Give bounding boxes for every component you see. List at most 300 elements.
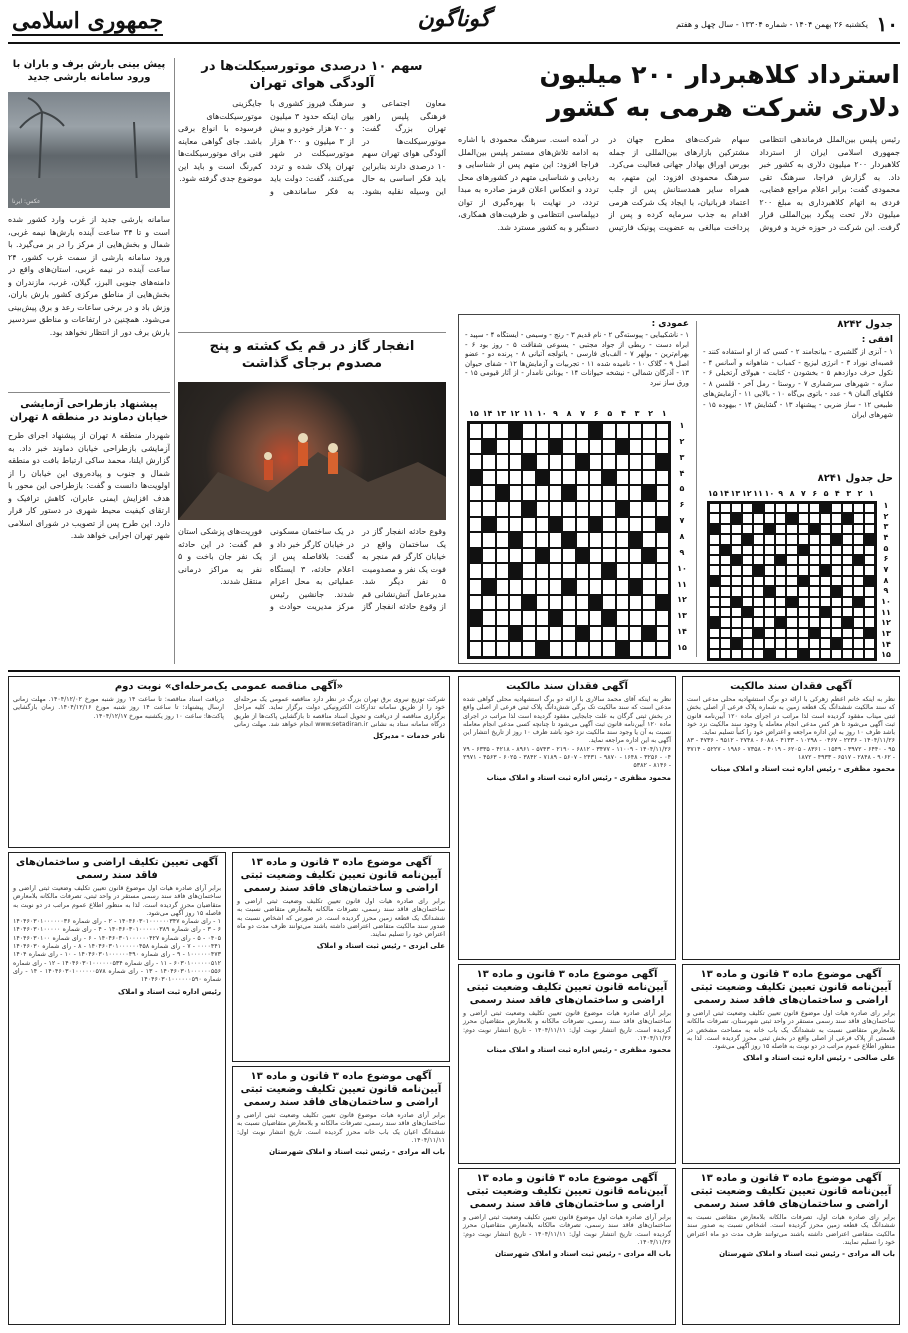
- grid-cell: [549, 501, 562, 517]
- grid-cell: [589, 423, 602, 439]
- grid-cell: [731, 638, 742, 648]
- grid-cell: [831, 534, 842, 544]
- grid-cell: [469, 485, 482, 501]
- grid-cell: [496, 579, 509, 595]
- grid-cell: [753, 586, 764, 596]
- page-number: ۱۰: [876, 12, 898, 36]
- grid-cell: [742, 628, 753, 638]
- grid-cell: [753, 649, 764, 659]
- grid-cell: [642, 423, 655, 439]
- grid-cell: [864, 576, 875, 586]
- ad-registry-2: [458, 964, 676, 1164]
- grid-cell: [536, 595, 549, 611]
- grid-cell: [536, 423, 549, 439]
- grid-cell: [798, 534, 809, 544]
- weather-story: [8, 58, 170, 388]
- grid-cell: [809, 576, 820, 586]
- grid-cell: [509, 610, 522, 626]
- grid-cell: [820, 597, 831, 607]
- column-number: ۱۲: [509, 409, 520, 418]
- row-number: ۲: [883, 511, 889, 521]
- grid-cell: [536, 532, 549, 548]
- grid-cell: [709, 628, 720, 638]
- grid-cell: [469, 517, 482, 533]
- column-number: ۷: [800, 489, 806, 498]
- grid-cell: [775, 545, 786, 555]
- column-number: ۱۱: [523, 409, 534, 418]
- grid-cell: [509, 579, 522, 595]
- grid-cell: [576, 485, 589, 501]
- grid-cell: [509, 548, 522, 564]
- grid-cell: [589, 454, 602, 470]
- grid-cell: [496, 454, 509, 470]
- grid-cell: [798, 617, 809, 627]
- grid-cell: [509, 454, 522, 470]
- grid-cell: [831, 586, 842, 596]
- grid-cell: [616, 485, 629, 501]
- grid-cell: [853, 649, 864, 659]
- grid-cell: [549, 641, 562, 657]
- grid-cell: [589, 532, 602, 548]
- grid-cell: [831, 576, 842, 586]
- grid-cell: [616, 470, 629, 486]
- grid-cell: [656, 626, 669, 642]
- grid-cell: [720, 617, 731, 627]
- grid-cell: [629, 423, 642, 439]
- grid-cell: [742, 555, 753, 565]
- grid-cell: [731, 649, 742, 659]
- grid-cell: [720, 524, 731, 534]
- grid-cell: [642, 470, 655, 486]
- grid-cell: [753, 503, 764, 513]
- grid-cell: [720, 638, 731, 648]
- grid-cell: [798, 607, 809, 617]
- grid-cell: [831, 503, 842, 513]
- grid-cell: [522, 423, 535, 439]
- ad-registry-6: [682, 1168, 900, 1325]
- grid-cell: [629, 517, 642, 533]
- grid-cell: [753, 607, 764, 617]
- date-line: یکشنبه ۲۶ بهمن ۱۴۰۴ - شماره ۱۳۳۰۴ - سال چهل و هفتم: [676, 20, 868, 29]
- grid-cell: [616, 423, 629, 439]
- grid-cell: [509, 501, 522, 517]
- motorcycle-headline: سهم ۱۰ درصدی موتورسیکلت‌ها در آلودگی هوای تهران: [201, 59, 423, 91]
- vertical-clues: ۱ - ناشکیبایی - پیوسته‌گی ۲ - نام قدیم ۳ - رنج - وسیمی - ایستگاه ۴ - سپید - ابراه دست - ربطی از جواد مجتبی - یسوعی شقاقت ۵ - روز بود ۶ - بهرام‌ترین - بولهر ۷ - الف‌بای فارسی - یاتولجه آتیانی ۸ - پرنده دو - عضو اصل ۹ - گلاک ۱۰ - نامیده شده ۱۱ - تجربیات و آزمایش‌ها ۱۲ - شفای حیوان ۱۳ - آذرگان شمالی - نیشخه حیوانات ۱۴ - یونانی نامدار - از آثار قیومی ۱۵ - ورق ساز نبرد: [465, 331, 689, 387]
- grid-cell: [496, 610, 509, 626]
- column-divider: [174, 58, 175, 664]
- grid-cell: [642, 517, 655, 533]
- grid-cell: [509, 532, 522, 548]
- grid-cell: [753, 534, 764, 544]
- grid-cell: [853, 524, 864, 534]
- column-number: ۱۵: [707, 489, 718, 498]
- grid-cell: [589, 563, 602, 579]
- grid-cell: [469, 501, 482, 517]
- grid-cell: [656, 485, 669, 501]
- grid-cell: [522, 626, 535, 642]
- grid-cell: [469, 595, 482, 611]
- grid-cell: [864, 617, 875, 627]
- grid-cell: [842, 555, 853, 565]
- grid-cell: [786, 586, 797, 596]
- column-number: ۱۴: [482, 409, 493, 418]
- grid-cell: [786, 628, 797, 638]
- grid-cell: [589, 610, 602, 626]
- grid-cell: [496, 595, 509, 611]
- grid-cell: [576, 563, 589, 579]
- ad-signature: علی ایزدی - رئیس ثبت اسناد و املاک: [316, 942, 445, 951]
- grid-cell: [576, 548, 589, 564]
- grid-cell: [602, 548, 615, 564]
- grid-cell: [656, 517, 669, 533]
- grid-cell: [820, 545, 831, 555]
- grid-cell: [642, 532, 655, 548]
- grid-cell: [786, 607, 797, 617]
- column-number: ۲: [857, 489, 863, 498]
- grid-cell: [731, 545, 742, 555]
- grid-cell: [629, 579, 642, 595]
- grid-cell: [731, 628, 742, 638]
- grid-cell: [742, 617, 753, 627]
- row-number: ۱: [679, 421, 685, 430]
- row-number: ۵: [679, 484, 685, 494]
- grid-cell: [753, 628, 764, 638]
- ad-body: نظر به اینکه آقای محمد سالاری با ارائه دو برگ استشهادیه محلی گواهی شده مدعی است که سند مالکیت تک برگی شش‌دانگ پلاک ثبتی فرعی از اصلی واقع در بخش ثبتی گرگان به علت جابجایی مفقود گردیده است لذا مراتب در اجرای ماده ۱۲۰ آیین‌نامه قانون ثبت آگهی می‌شود تا چنانچه کسی مدعی انجام معامله نسبت به آن یا وجود سند مالکیت نزد خود باشد ظرف ۱۰ روز از تاریخ انتشار این آگهی به این اداره مراجعه نماید.: [463, 696, 671, 745]
- grid-cell: [616, 517, 629, 533]
- ad-registry-1: [682, 964, 900, 1164]
- section-title: گوناگون: [417, 6, 491, 32]
- grid-cell: [482, 501, 495, 517]
- grid-cell: [831, 524, 842, 534]
- grid-cell: [576, 579, 589, 595]
- grid-cell: [786, 524, 797, 534]
- grid-cell: [562, 579, 575, 595]
- grid-cell: [482, 454, 495, 470]
- row-number: ۹: [679, 547, 685, 557]
- grid-cell: [786, 545, 797, 555]
- grid-cell: [616, 501, 629, 517]
- grid-cell: [616, 548, 629, 564]
- column-number: ۱: [661, 409, 667, 418]
- damavand-body: شهردار منطقه ۸ تهران از پیشنهاد اجرای طرح آزمایشی بازطراحی خیابان دماوند خبر داد. به گزارش ایلنا، محمد ساکی ارتباط بافت دو منطقه شمال و جنوب و پیاده‌روی این خیابان را از اولویت‌ها دانست و گفت: بازطراحی این محور با هدف افزایش ایمنی عابران، کاهش ترافیک و ارتقای کیفیت محیط شهری در دستور کار قرار دارد. این طرح پس از تصویب در شورای اسلامی شهر تهران اجرایی خواهد شد.: [8, 431, 170, 540]
- crossword: [458, 314, 900, 664]
- grid-cell: [482, 548, 495, 564]
- grid-cell: [764, 628, 775, 638]
- grid-cell: [786, 534, 797, 544]
- column-number: ۵: [823, 489, 829, 498]
- grid-cell: [709, 503, 720, 513]
- ad-signature: محمود مظفری - رئیس اداره ثبت اسناد و املاک میناب: [710, 765, 895, 774]
- grid-cell: [798, 503, 809, 513]
- grid-cell: [820, 576, 831, 586]
- grid-cell: [562, 454, 575, 470]
- grid-cell: [820, 513, 831, 523]
- grid-cell: [709, 617, 720, 627]
- grid-cell: [522, 517, 535, 533]
- grid-cell: [469, 470, 482, 486]
- ad-title: آگهی فقدان سند مالکیت: [506, 681, 628, 692]
- grid-cell: [522, 548, 535, 564]
- grid-cell: [536, 641, 549, 657]
- grid-cell: [656, 641, 669, 657]
- grid-cell: [656, 532, 669, 548]
- grid-cell: [775, 617, 786, 627]
- grid-cell: [562, 439, 575, 455]
- grid-cell: [842, 565, 853, 575]
- grid-cell: [469, 563, 482, 579]
- column-number: ۸: [566, 409, 572, 418]
- ad-registry-7: [458, 1168, 676, 1325]
- grid-cell: [656, 579, 669, 595]
- grid-cell: [786, 513, 797, 523]
- grid-cell: [831, 513, 842, 523]
- ad-signature: باب اله مرادی - رئیس ثبت اسناد و املاک شهرستان: [269, 1148, 445, 1157]
- ad-registry-4: [8, 852, 226, 1325]
- grid-cell: [753, 617, 764, 627]
- grid-cell: [642, 579, 655, 595]
- grid-cell: [509, 563, 522, 579]
- solution-grid: [707, 501, 877, 661]
- grid-cell: [764, 617, 775, 627]
- grid-cell: [864, 628, 875, 638]
- grid-cell: [798, 638, 809, 648]
- rain-photo: [8, 92, 170, 208]
- row-number: ۱۳: [881, 628, 891, 638]
- grid-cell: [482, 532, 495, 548]
- weather-headline: پیش بینی بارش برف و باران با ورود سامانه بارشی جدید: [12, 59, 166, 83]
- grid-cell: [496, 501, 509, 517]
- grid-cell: [775, 534, 786, 544]
- row-number: ۷: [883, 564, 889, 574]
- ad-registry-3: [232, 852, 450, 1062]
- grid-cell: [642, 548, 655, 564]
- grid-cell: [742, 565, 753, 575]
- grid-cell: [602, 517, 615, 533]
- row-number: ۳: [679, 452, 685, 462]
- grid-cell: [496, 485, 509, 501]
- grid-cell: [576, 423, 589, 439]
- grid-cell: [496, 532, 509, 548]
- grid-cell: [731, 586, 742, 596]
- grid-cell: [720, 576, 731, 586]
- grid-cell: [842, 649, 853, 659]
- grid-cell: [775, 503, 786, 513]
- grid-cell: [509, 423, 522, 439]
- ad-filler: ۱۴۰۴/۱۱/۲۶ - ۱۱۰۰۹ - ۳۴۷۷ - ۶۸۱۲ - ۲۱۹۰ - ۵۷۴۳ - ۸۹۶۱ - ۴۲۱۸ - ۶۳۳۵ - ۷۹۰۴ - ۳۲۵۶ - ۱۶۴۸ - ۹۸۷۰ - ۲۴۳۱ - ۵۶۰۷ - ۷۱۸۹ - ۳۸۴۲ - ۶۰۲۵ - ۴۵۶۳ - ۲۹۷۱ - ۸۱۴۶ - ۵۳۸۲: [463, 745, 672, 770]
- grid-cell: [482, 626, 495, 642]
- grid-cell: [731, 565, 742, 575]
- grid-cell: [629, 501, 642, 517]
- grid-cell: [522, 454, 535, 470]
- grid-cell: [482, 485, 495, 501]
- grid-cell: [602, 626, 615, 642]
- grid-cell: [731, 513, 742, 523]
- grid-cell: [831, 555, 842, 565]
- grid-cell: [629, 610, 642, 626]
- grid-cell: [629, 532, 642, 548]
- grid-cell: [549, 563, 562, 579]
- grid-cell: [842, 628, 853, 638]
- weather-body: سامانه بارشی جدید از غرب وارد کشور شده است و تا ۳۴ ساعت آینده بارش‌ها نیمه غربی، شمال و بخش‌هایی از مرکز را در بر می‌گیرد. با ورود سامانه بارشی از سمت غرب کشور، ۲۴ ساعت آینده در نیمه غربی، استان‌های واقع در دامنه‌های جنوبی البرز، گیلان، غرب، مازندران و بخش‌هایی از مناطق مرکزی کشور بارش باران، وزش باد و در برخی ساعات رعد و برق پیش‌بینی می‌شود. همچنین در ارتفاعات و مناطق سردسیر بارش برف دور از انتظار نخواهد بود.: [8, 215, 170, 337]
- grid-cell: [536, 454, 549, 470]
- grid-cell: [798, 586, 809, 596]
- grid-cell: [864, 503, 875, 513]
- grid-cell: [629, 595, 642, 611]
- grid-cell: [809, 649, 820, 659]
- grid-cell: [709, 638, 720, 648]
- ad-title: آگهی موضوع ماده ۳ قانون و ماده ۱۳ آیین‌نامه قانون تعیین تکلیف وضعیت ثبتی اراضی و ساختمان‌های فاقد سند رسمی: [240, 857, 442, 894]
- grid-cell: [616, 532, 629, 548]
- photo-credit: عکس: ایرنا: [12, 198, 41, 205]
- ad-registry-5: [232, 1066, 450, 1325]
- grid-cell: [642, 641, 655, 657]
- grid-cell: [589, 548, 602, 564]
- grid-cell: [656, 439, 669, 455]
- grid-cell: [842, 607, 853, 617]
- ad-signature: باب اله مرادی - رئیس ثبت اسناد و املاک شهرستان: [495, 1250, 671, 1259]
- grid-cell: [864, 638, 875, 648]
- row-number: ۱: [883, 501, 889, 510]
- ad-title: آگهی فقدان سند مالکیت: [730, 681, 852, 692]
- row-number: ۷: [679, 516, 685, 526]
- grid-cell: [656, 423, 669, 439]
- row-number: ۱۲: [881, 618, 891, 628]
- grid-cell: [820, 524, 831, 534]
- ad-signature: رئیس اداره ثبت اسناد و املاک: [118, 987, 221, 996]
- ad-lost-deed-2: [682, 676, 900, 960]
- grid-cell: [720, 597, 731, 607]
- divider: [8, 392, 170, 393]
- ad-title: آگهی موضوع ماده ۳ قانون و ماده ۱۳ آیین‌نامه قانون تعیین تکلیف وضعیت ثبتی اراضی و ساختمان‌های فاقد سند رسمی: [690, 1173, 892, 1210]
- solution-column-numbers: [707, 489, 877, 498]
- ad-filler: ۱ - رای شماره ۱۴۰۴۶۰۳۰۱۰۰۰۰۰۰۳۴۷ - ۲ - رای شماره ۱۴۰۴۶۰۳۰۱۰۰۰۰۰۰۳۶۶ - ۳ - رای شماره ۱۴۰۴۶۰۳۰۱۰۰۰۰۰۰۳۸۹ - ۴ - رای شماره ۱۴۰۴۶۰۳۰۱۰۰۰۰۰۰۴۰۵ - ۵ - رای شماره ۱۴۰۴۶۰۳۰۱۰۰۰۰۰۰۴۲۷ - ۶ - رای شماره ۱۴۰۴۶۰۳۰۱۰۰۰۰۰۰۴۴۱ - ۷ - رای شماره ۱۴۰۴۶۰۳۰۱۰۰۰۰۰۰۴۵۸ - ۸ - رای شماره ۱۴۰۴۶۰۳۰۱۰۰۰۰۰۰۴۷۳ - ۹ - رای شماره ۱۴۰۴۶۰۳۰۱۰۰۰۰۰۰۴۹۰ - ۱۰ - رای شماره ۱۴۰۴۶۰۳۰۱۰۰۰۰۰۰۵۱۲ - ۱۱ - رای شماره ۱۴۰۴۶۰۳۰۱۰۰۰۰۰۰۵۳۴ - ۱۲ - رای شماره ۱۴۰۴۶۰۳۰۱۰۰۰۰۰۰۵۵۶ - ۱۳ - رای شماره ۱۴۰۴۶۰۳۰۱۰۰۰۰۰۰۵۷۸ - ۱۴ - رای شماره ۱۴۰۴۶۰۳۰۱۰۰۰۰۰۰۵۹۰: [13, 918, 221, 984]
- column-number: ۱۵: [469, 409, 479, 418]
- ad-signature: نادر خدمات - مدیرکل: [373, 732, 445, 741]
- grid-cell: [764, 576, 775, 586]
- grid-cell: [864, 534, 875, 544]
- masthead: [0, 0, 908, 44]
- grid-cell: [562, 610, 575, 626]
- grid-cell: [720, 534, 731, 544]
- grid-cell: [629, 548, 642, 564]
- grid-cell: [616, 563, 629, 579]
- ad-title: «آگهی مناقصه عمومی یک‌مرحله‌ای» نوبت دوم: [114, 681, 344, 692]
- grid-cell: [853, 555, 864, 565]
- vertical-label: عمودی :: [651, 319, 689, 329]
- grid-cell: [842, 576, 853, 586]
- grid-cell: [709, 565, 720, 575]
- palm-street-illustration: [8, 92, 170, 208]
- grid-cell: [549, 517, 562, 533]
- ads-divider: [8, 670, 900, 672]
- grid-cell: [656, 563, 669, 579]
- grid-cell: [831, 649, 842, 659]
- grid-cell: [496, 626, 509, 642]
- grid-cell: [864, 607, 875, 617]
- grid-cell: [522, 563, 535, 579]
- lead-story: [458, 58, 900, 310]
- grid-cell: [709, 597, 720, 607]
- row-number: ۴: [883, 532, 889, 542]
- rubble-illustration: [178, 382, 446, 520]
- column-number: ۵: [607, 409, 613, 418]
- crossword-title: جدول ۸۲۴۲: [837, 319, 893, 330]
- grid-cell: [509, 517, 522, 533]
- grid-cell: [775, 628, 786, 638]
- grid-cell: [496, 517, 509, 533]
- grid-cell: [709, 607, 720, 617]
- grid-cell: [522, 501, 535, 517]
- row-number: ۱۰: [677, 563, 687, 573]
- grid-cell: [469, 610, 482, 626]
- grid-cell: [536, 517, 549, 533]
- grid-cell: [820, 555, 831, 565]
- grid-cell: [753, 513, 764, 523]
- grid-cell: [536, 501, 549, 517]
- grid-cell: [496, 423, 509, 439]
- grid-cell: [562, 595, 575, 611]
- rescue-photo: [178, 382, 446, 520]
- grid-cell: [576, 626, 589, 642]
- column-number: ۸: [789, 489, 795, 498]
- grid-cell: [522, 641, 535, 657]
- column-number: ۷: [580, 409, 586, 418]
- grid-cell: [616, 454, 629, 470]
- grid-cell: [549, 439, 562, 455]
- row-number: ۱۵: [677, 643, 687, 653]
- grid-cell: [753, 524, 764, 534]
- grid-cell: [731, 534, 742, 544]
- grid-cell: [602, 532, 615, 548]
- newspaper-logo: جمهوری اسلامی: [12, 8, 164, 34]
- grid-cell: [731, 597, 742, 607]
- grid-cell: [562, 532, 575, 548]
- ad-signature: باب اله مرادی - رئیس ثبت اسناد و املاک شهرستان: [719, 1250, 895, 1259]
- grid-cell: [562, 517, 575, 533]
- grid-cell: [616, 439, 629, 455]
- solution-row-numbers: [879, 501, 893, 661]
- grid-cell: [656, 501, 669, 517]
- grid-cell: [549, 470, 562, 486]
- grid-cell: [842, 503, 853, 513]
- grid-cell: [820, 649, 831, 659]
- grid-cell: [731, 555, 742, 565]
- grid-cell: [576, 501, 589, 517]
- grid-cell: [589, 517, 602, 533]
- grid-cell: [709, 586, 720, 596]
- grid-cell: [629, 626, 642, 642]
- gas-body: وقوع حادثه انفجار گاز در یک ساختمان واقع در خیابان کارگر قم منجر به فوت یک نفر و مصدومیت ۵ نفر دیگر شد. مدیرعامل آتش‌نشانی قم از وقوع حادثه انفجار گاز در یک ساختمان مسکونی در خیابان کارگر خبر داد و گفت: بلافاصله پس از اعلام حادثه، ۳ ایستگاه عملیاتی به محل اعزام شدند. جانشین رئیس مرکز مدیریت حوادث و فوریت‌های پزشکی استان قم گفت: در این حادثه یک نفر جان باخت و ۵ نفر به مراکز درمانی منتقل شدند.: [178, 527, 446, 611]
- grid-cell: [820, 586, 831, 596]
- grid-cell: [576, 439, 589, 455]
- grid-cell: [853, 638, 864, 648]
- grid-cell: [831, 607, 842, 617]
- solution-title: حل جدول ۸۲۴۱: [817, 473, 893, 484]
- grid-cell: [576, 470, 589, 486]
- column-number: ۲: [648, 409, 654, 418]
- grid-cell: [853, 534, 864, 544]
- grid-cell: [798, 628, 809, 638]
- grid-cell: [820, 607, 831, 617]
- grid-cell: [820, 617, 831, 627]
- grid-cell: [589, 439, 602, 455]
- grid-cell: [709, 524, 720, 534]
- row-number: ۹: [883, 586, 889, 596]
- grid-cell: [853, 576, 864, 586]
- grid-cell: [809, 524, 820, 534]
- grid-cell: [775, 513, 786, 523]
- grid-cell: [775, 607, 786, 617]
